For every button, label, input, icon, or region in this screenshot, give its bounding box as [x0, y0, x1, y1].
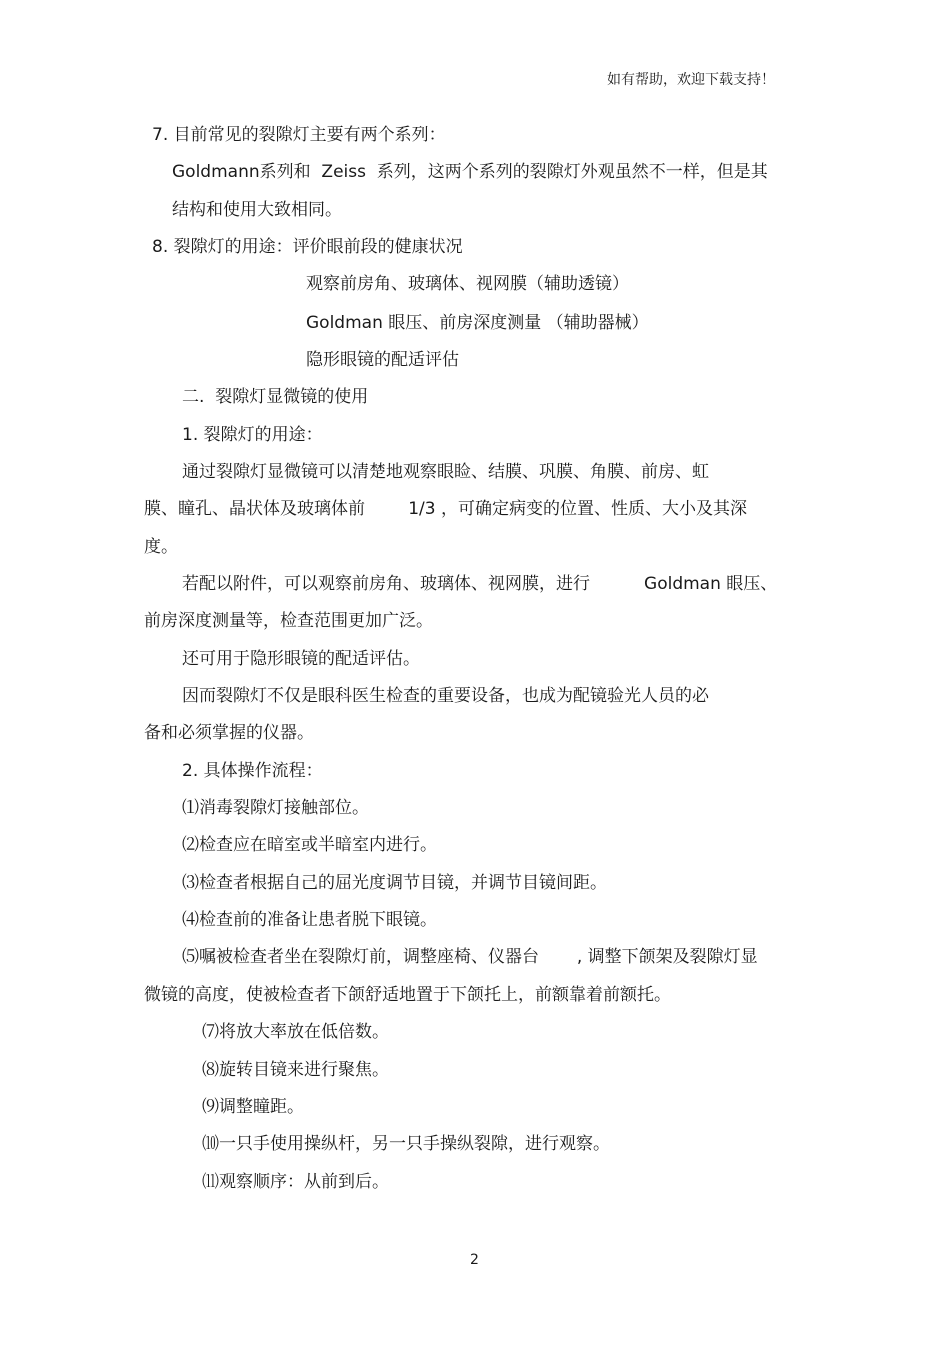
paragraph-line: 还可用于隐形眼镜的配适评估。 [182, 649, 420, 669]
procedure-step: ⑴消毒裂隙灯接触部位。 [182, 798, 369, 818]
item-8-heading: 8. 裂隙灯的用途：评价眼前段的健康状况 [152, 237, 463, 257]
usage-list-item: 观察前房角、玻璃体、视网膜（辅助透镜） [306, 274, 629, 294]
paragraph-line: 前房深度测量等，检查范围更加广泛。 [144, 611, 433, 631]
paragraph-line: 若配以附件，可以观察前房角、玻璃体、视网膜，进行 Goldman 眼压、 [182, 574, 778, 594]
procedure-step: ⑻旋转目镜来进行聚焦。 [202, 1060, 389, 1080]
procedure-step: ⑼调整瞳距。 [202, 1097, 304, 1117]
procedure-step: ⑶检查者根据自己的屈光度调节目镜，并调节目镜间距。 [182, 873, 607, 893]
paragraph-line: Goldmann系列和 Zeiss 系列，这两个系列的裂隙灯外观虽然不一样，但是其 [172, 162, 768, 182]
procedure-step: ⑸嘱被检查者坐在裂隙灯前，调整座椅、仪器台 , 调整下颌架及裂隙灯显 [182, 947, 758, 967]
paragraph-line: 度。 [144, 537, 178, 557]
procedure-step: ⑷检查前的准备让患者脱下眼镜。 [182, 910, 437, 930]
paragraph-line: 结构和使用大致相同。 [172, 200, 342, 220]
paragraph-line: 因而裂隙灯不仅是眼科医生检查的重要设备，也成为配镜验光人员的必 [182, 686, 709, 706]
page-number: 2 [470, 1252, 479, 1268]
page-header: 如有帮助，欢迎下载支持！ [607, 72, 775, 88]
procedure-step: ⑺将放大率放在低倍数。 [202, 1022, 389, 1042]
procedure-step-continued: 微镜的高度，使被检查者下颌舒适地置于下颌托上，前额靠着前额托。 [144, 985, 671, 1005]
procedure-step: ⑽一只手使用操纵杆，另一只手操纵裂隙，进行观察。 [202, 1134, 610, 1154]
paragraph-line: 膜、瞳孔、晶状体及玻璃体前 1/3 ，可确定病变的位置、性质、大小及其深 [144, 499, 747, 519]
item-7-heading: 7. 目前常见的裂隙灯主要有两个系列： [152, 125, 446, 145]
section-heading: 二. 裂隙灯显微镜的使用 [182, 387, 369, 407]
procedure-step: ⑵检查应在暗室或半暗室内进行。 [182, 835, 437, 855]
paragraph-line: 备和必须掌握的仪器。 [144, 723, 314, 743]
usage-list-item: Goldman 眼压、前房深度测量 （辅助器械） [306, 313, 649, 333]
usage-list-item: 隐形眼镜的配适评估 [306, 350, 459, 370]
paragraph-line: 通过裂隙灯显微镜可以清楚地观察眼睑、结膜、巩膜、角膜、前房、虹 [182, 462, 709, 482]
subsection-heading: 1. 裂隙灯的用途： [182, 425, 323, 445]
procedure-step: ⑾观察顺序：从前到后。 [202, 1172, 389, 1192]
subsection-heading: 2. 具体操作流程： [182, 761, 323, 781]
